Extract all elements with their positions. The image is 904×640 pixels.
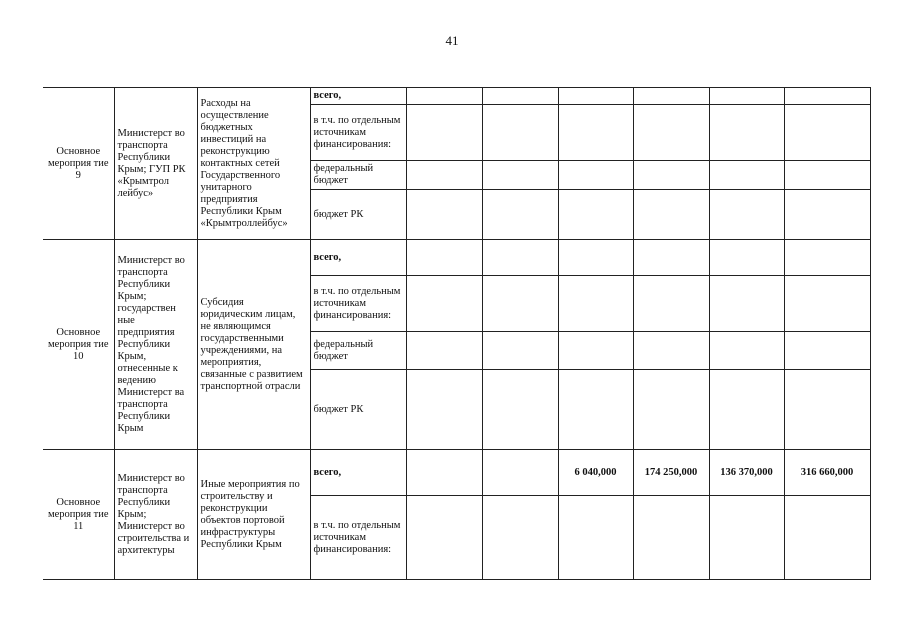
- value-cell: [406, 88, 482, 105]
- event-description: Иные мероприятия по строительству и реконструкции объектов портовой инфраструктуры Республики Крым: [197, 450, 310, 580]
- value-cell: [558, 240, 633, 276]
- value-cell: 316 660,000: [784, 450, 870, 496]
- source-total-label: всего,: [310, 240, 406, 276]
- value-cell: [558, 88, 633, 105]
- source-including-label: в т.ч. по отдельным источникам финансирования:: [310, 496, 406, 580]
- event-executor: Министерст во транспорта Республики Крым; Министерст во строительства и архитектуры: [114, 450, 197, 580]
- table-row: [43, 88, 870, 105]
- table-row: [43, 450, 870, 496]
- value-cell: 174 250,000: [633, 450, 709, 496]
- event-name: Основное мероприя тие 9: [43, 88, 114, 240]
- source-including-label: в т.ч. по отдельным источникам финансирования:: [310, 105, 406, 161]
- value-cell: [709, 88, 784, 105]
- page-number: 41: [445, 33, 459, 48]
- value-cell: 6 040,000: [558, 450, 633, 496]
- value-cell: 136 370,000: [709, 450, 784, 496]
- value-cell: [482, 450, 558, 496]
- event-description: Субсидия юридическим лицам, не являющимся государственными учреждениями, на мероприятия, связанные с развитием транспортной отрасли: [197, 240, 310, 450]
- value-cell: [784, 240, 870, 276]
- source-federal-label: федеральный бюджет: [310, 161, 406, 190]
- event-description: Расходы на осуществление бюджетных инвестиций на реконструкцию контактных сетей Государственного унитарного предприятия Республики Крым «Крымтроллейбус»: [197, 88, 310, 240]
- value-cell: [784, 88, 870, 105]
- source-total-label: всего,: [310, 88, 406, 105]
- value-cell: [406, 450, 482, 496]
- event-executor: Министерст во транспорта Республики Крым; государствен ные предприятия Республики Крым, отнесенные к ведению Министерст ва транспорта Республики Крым: [114, 240, 197, 450]
- value-cell: [406, 240, 482, 276]
- event-executor: Министерст во транспорта Республики Крым; ГУП РК «Крымтрол лейбус»: [114, 88, 197, 240]
- source-rk-label: бюджет РК: [310, 190, 406, 240]
- source-total-label: всего,: [310, 450, 406, 496]
- source-rk-label: бюджет РК: [310, 370, 406, 450]
- table-row: [43, 240, 870, 276]
- source-federal-label: федеральный бюджет: [310, 332, 406, 370]
- source-including-label: в т.ч. по отдельным источникам финансирования:: [310, 276, 406, 332]
- value-cell: [482, 88, 558, 105]
- value-cell: [633, 240, 709, 276]
- value-cell: [633, 88, 709, 105]
- value-cell: [482, 240, 558, 276]
- event-name: Основное мероприя тие 10: [43, 240, 114, 450]
- event-name: Основное мероприя тие 11: [43, 450, 114, 580]
- financing-table: [43, 87, 871, 580]
- value-cell: [709, 240, 784, 276]
